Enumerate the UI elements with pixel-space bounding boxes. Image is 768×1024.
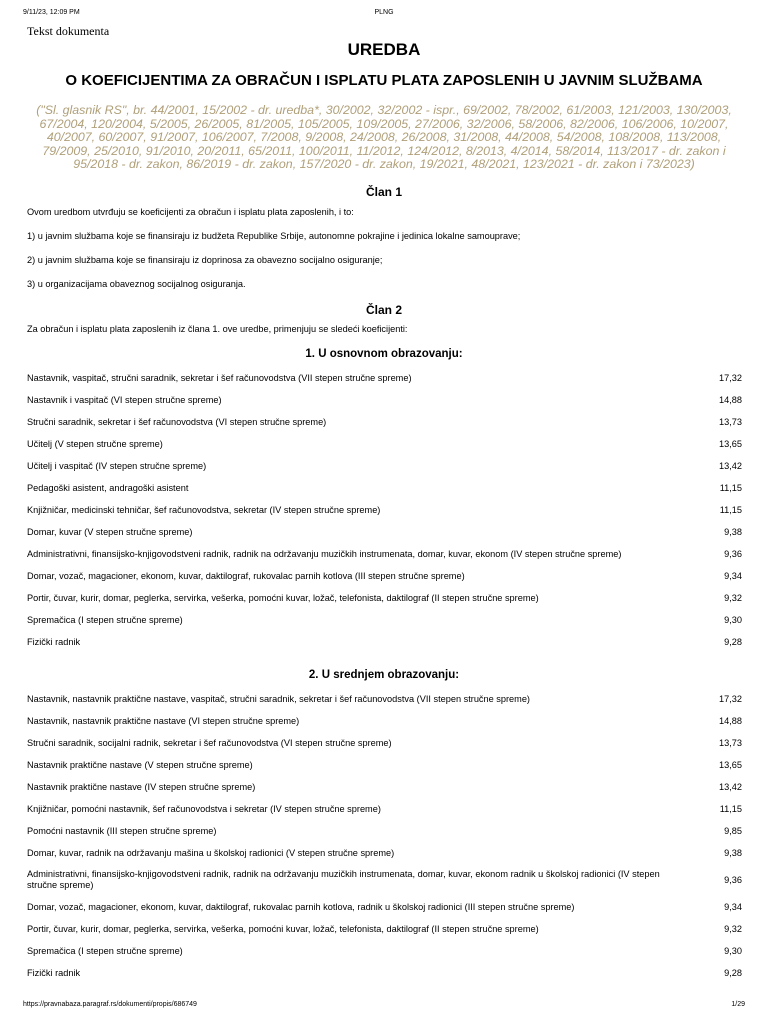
- row-value: 9,85: [724, 826, 742, 836]
- row-value: 13,65: [719, 439, 742, 449]
- row-label: Fizički radnik: [27, 968, 81, 978]
- row-label: Domar, kuvar, radnik na održavanju mašina u školskoj radionici (V stepen stručne spreme): [27, 848, 395, 858]
- row-value: 9,30: [724, 946, 742, 956]
- row-value: 14,88: [719, 395, 742, 405]
- document-label: Tekst dokumenta: [27, 24, 110, 38]
- row-label: Stručni saradnik, socijalni radnik, sekretar i šef računovodstva (VI stepen stručne spreme): [27, 738, 392, 748]
- source-url: https://pravnabaza.paragraf.rs/dokumenti/propis/686749: [23, 1001, 197, 1008]
- row-value: 9,32: [724, 924, 742, 934]
- row-label: Nastavnik i vaspitač (VI stepen stručne spreme): [27, 395, 222, 405]
- row-label: Nastavnik praktične nastave (IV stepen stručne spreme): [27, 782, 256, 792]
- article-1-intro: Ovom uredbom utvrđuju se koeficijenti za obračun i isplatu plata zaposlenih, i to:: [27, 207, 354, 217]
- row-label: Učitelj i vaspitač (IV stepen stručne spreme): [27, 461, 207, 471]
- section-1-heading: 1. U osnovnom obrazovanju:: [305, 348, 463, 360]
- print-datetime: 9/11/23, 12:09 PM: [23, 9, 80, 16]
- row-label: Domar, vozač, magacioner, ekonom, kuvar, daktilograf, rukovalac parnih kotlova, radnik u školskoj radionici (III stepen stručne spreme): [27, 902, 575, 912]
- coefficient-row: [27, 869, 742, 891]
- row-value: 13,42: [719, 461, 742, 471]
- article-2-intro: Za obračun i isplatu plata zaposlenih iz člana 1. ove uredbe, primenjuju se sledeći koeficijenti:: [27, 324, 408, 334]
- row-label: Domar, vozač, magacioner, ekonom, kuvar, daktilograf, rukovalac parnih kotlova (III stepen stručne spreme): [27, 571, 465, 581]
- row-label: Administrativni, finansijsko-knjigovodstveni radnik, radnik na održavanju muzičkih instrumenata, domar, kuvar, ekonom (IV stepen stručne spreme): [27, 549, 622, 559]
- row-label: Spremačica (I stepen stručne spreme): [27, 946, 183, 956]
- row-label: Pomoćni nastavnik (III stepen stručne spreme): [27, 826, 217, 836]
- row-label: Nastavnik, nastavnik praktične nastave (VI stepen stručne spreme): [27, 716, 300, 726]
- article-1-heading: Član 1: [365, 185, 402, 199]
- article-1-item: 2) u javnim službama koje se finansiraju iz doprinosa za obavezno socijalno osiguranje;: [27, 255, 383, 265]
- row-value: 11,15: [719, 505, 742, 515]
- row-value: 9,30: [724, 615, 742, 625]
- row-value: 11,15: [719, 804, 742, 814]
- row-value: 9,38: [724, 848, 742, 858]
- row-value: 9,36: [724, 549, 742, 559]
- row-value: 17,32: [719, 373, 742, 383]
- row-label: Knjižničar, pomoćni nastavnik, šef računovodstva i sekretar (IV stepen stručne spreme): [27, 804, 381, 814]
- page-number: 1/29: [731, 1001, 745, 1008]
- row-label: Pedagoški asistent, andragoški asistent: [27, 483, 189, 493]
- row-label: Knjižničar, medicinski tehničar, šef računovodstva, sekretar (IV stepen stručne spreme): [27, 505, 381, 515]
- row-label: Fizički radnik: [27, 637, 81, 647]
- gazette-references: ("Sl. glasnik RS", br. 44/2001, 15/2002 - dr. uredba*, 30/2002, 32/2002 - ispr., 69/2002, 78/2002, 61/2003, 121/2003, 130/2003, 67/2004, 120/2004, 5/2005, 26/2005, 81/2005, 105/2005, 109/2005, 27/2006, 32/2006, 58/2006, 82/2006, 106/2006, 10/2007, 40/2007, 60/2007, 91/2007, 106/2007, 7/2008, 9/2008, 24/2008, 26/2008, 31/2008, 44/2008, 54/2008, 108/2008, 113/2008, 79/2009, 25/2010, 91/2010, 20/2011, 65/2011, 100/2011, 11/2012, 124/2012, 8/2013, 4/2014, 58/2014, 113/2017 - dr. zakon i 95/2018 - dr. zakon, 86/2019 - dr. zakon, 157/2020 - dr. zakon, 19/2021, 48/2021, 123/2021 - dr. zakon i 73/2023): [36, 103, 732, 172]
- page-title: UREDBA: [347, 40, 421, 59]
- row-value: 11,15: [719, 483, 742, 493]
- row-label: Nastavnik, vaspitač, stručni saradnik, sekretar i šef računovodstva (VII stepen stručne spreme): [27, 373, 412, 383]
- row-value: 13,73: [719, 417, 742, 427]
- row-value: 9,36: [724, 875, 742, 885]
- row-value: 9,38: [724, 527, 742, 537]
- row-value: 13,42: [719, 782, 742, 792]
- article-1-item: 3) u organizacijama obaveznog socijalnog osiguranja.: [27, 279, 246, 289]
- row-label: Portir, čuvar, kurir, domar, peglerka, servirka, vešerka, pomoćni kuvar, ložač, telefonista, daktilograf (II stepen stručne spreme): [27, 924, 539, 934]
- section-2-heading: 2. U srednjem obrazovanju:: [308, 669, 460, 681]
- row-value: 9,34: [724, 571, 742, 581]
- row-value: 9,28: [724, 637, 742, 647]
- print-site-title: PLNG: [374, 9, 394, 16]
- row-value: 9,34: [724, 902, 742, 912]
- row-value: 17,32: [719, 694, 742, 704]
- row-value: 13,65: [719, 760, 742, 770]
- row-label: Portir, čuvar, kurir, domar, peglerka, servirka, vešerka, pomoćni kuvar, ložač, telefonista, daktilograf (II stepen stručne spreme): [27, 593, 539, 603]
- row-value: 13,73: [719, 738, 742, 748]
- row-label: Nastavnik, nastavnik praktične nastave, vaspitač, stručni saradnik, sekretar i šef računovodstva (VII stepen stručne spreme): [27, 694, 530, 704]
- row-label: Učitelj (V stepen stručne spreme): [27, 439, 163, 449]
- page-subtitle: O KOEFICIJENTIMA ZA OBRAČUN I ISPLATU PLATA ZAPOSLENIH U JAVNIM SLUŽBAMA: [65, 72, 703, 89]
- row-label: Stručni saradnik, sekretar i šef računovodstva (VI stepen stručne spreme): [27, 417, 327, 427]
- row-label: Administrativni, finansijsko-knjigovodstveni radnik, radnik na održavanju muzičkih instrumenata, domar, kuvar, ekonom radnik u školskoj radionici (IV stepen stručne spreme): [27, 869, 660, 890]
- row-label: Nastavnik praktične nastave (V stepen stručne spreme): [27, 760, 253, 770]
- row-label: Domar, kuvar (V stepen stručne spreme): [27, 527, 193, 537]
- row-value: 9,32: [724, 593, 742, 603]
- print-header: [23, 9, 745, 19]
- row-value: 9,28: [724, 968, 742, 978]
- article-2-heading: Član 2: [365, 303, 402, 317]
- row-value: 14,88: [719, 716, 742, 726]
- row-label: Spremačica (I stepen stručne spreme): [27, 615, 183, 625]
- article-1-item: 1) u javnim službama koje se finansiraju iz budžeta Republike Srbije, autonomne pokrajine i jedinica lokalne samouprave;: [27, 231, 521, 241]
